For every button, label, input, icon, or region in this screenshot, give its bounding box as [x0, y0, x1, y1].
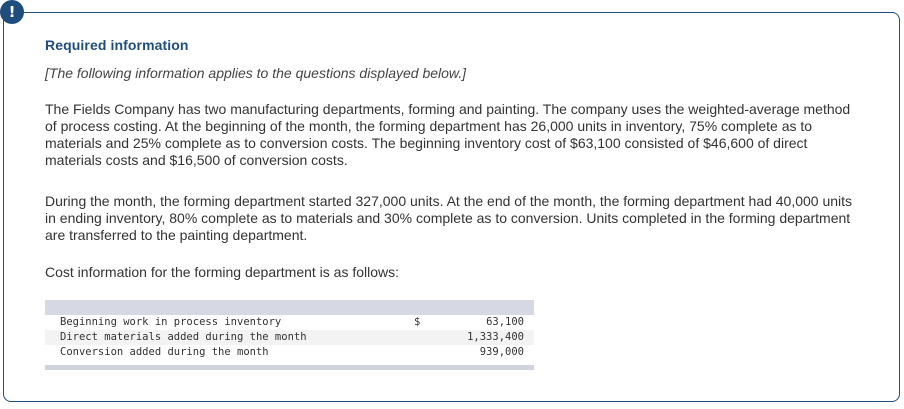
row-label: Direct materials added during the month — [45, 330, 414, 345]
table-row — [45, 330, 534, 345]
row-currency: $ — [414, 316, 421, 328]
exclamation-icon: ! — [0, 0, 24, 24]
applies-note: [The following information applies to the questions displayed below.] — [45, 65, 467, 81]
section-title: Required information — [45, 37, 189, 53]
row-label: Beginning work in process inventory — [60, 316, 282, 328]
paragraph-month-activity: During the month, the forming department started 327,000 units. At the end of the month, the forming department had 40,000 units in ending inventory, 80% complete as to materials and 30% complete as to conversion. Units completed in the forming department are transferred to the painting department. — [45, 193, 853, 243]
cost-information-table — [45, 300, 534, 370]
row-amount: 1,333,400 — [444, 330, 534, 345]
row-currency — [414, 330, 444, 345]
table-row — [45, 345, 534, 360]
table-footer-band — [45, 365, 534, 370]
row-currency — [414, 345, 444, 360]
paragraph-company-description: The Fields Company has two manufacturing departments, forming and painting. The company uses the weighted-average method of process costing. At the beginning of the month, the forming department has 26,000 units in inventory, 75% complete as to materials and 25% complete as to conversion costs. The beginning inventory cost of $63,100 consisted of $46,600 of direct materials costs and $16,500 of conversion costs. — [45, 101, 851, 168]
table-header-band — [45, 300, 534, 315]
paragraph-cost-intro: Cost information for the forming department is as follows: — [45, 264, 400, 280]
row-label: Conversion added during the month — [60, 346, 269, 358]
table-row — [45, 315, 534, 330]
row-amount: 63,100 — [486, 316, 524, 328]
row-amount: 939,000 — [479, 346, 524, 358]
